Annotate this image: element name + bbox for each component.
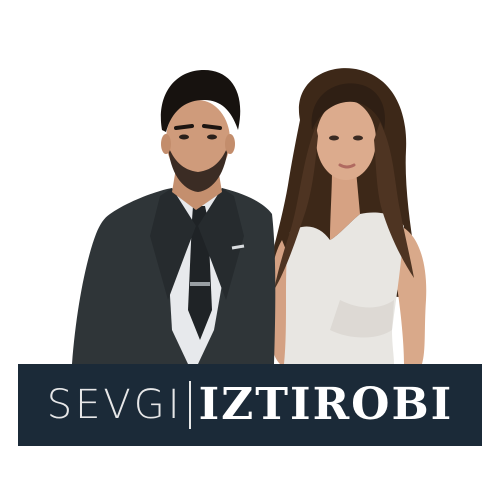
woman-dress <box>284 213 404 365</box>
title-banner <box>18 364 482 446</box>
woman-figure <box>262 68 426 364</box>
title-divider <box>189 381 191 429</box>
title-part-1: SEVGI <box>46 382 183 428</box>
man-figure <box>72 70 275 364</box>
man-tie-clip <box>190 282 210 286</box>
title-part-2: IZTIROBI <box>198 379 454 430</box>
